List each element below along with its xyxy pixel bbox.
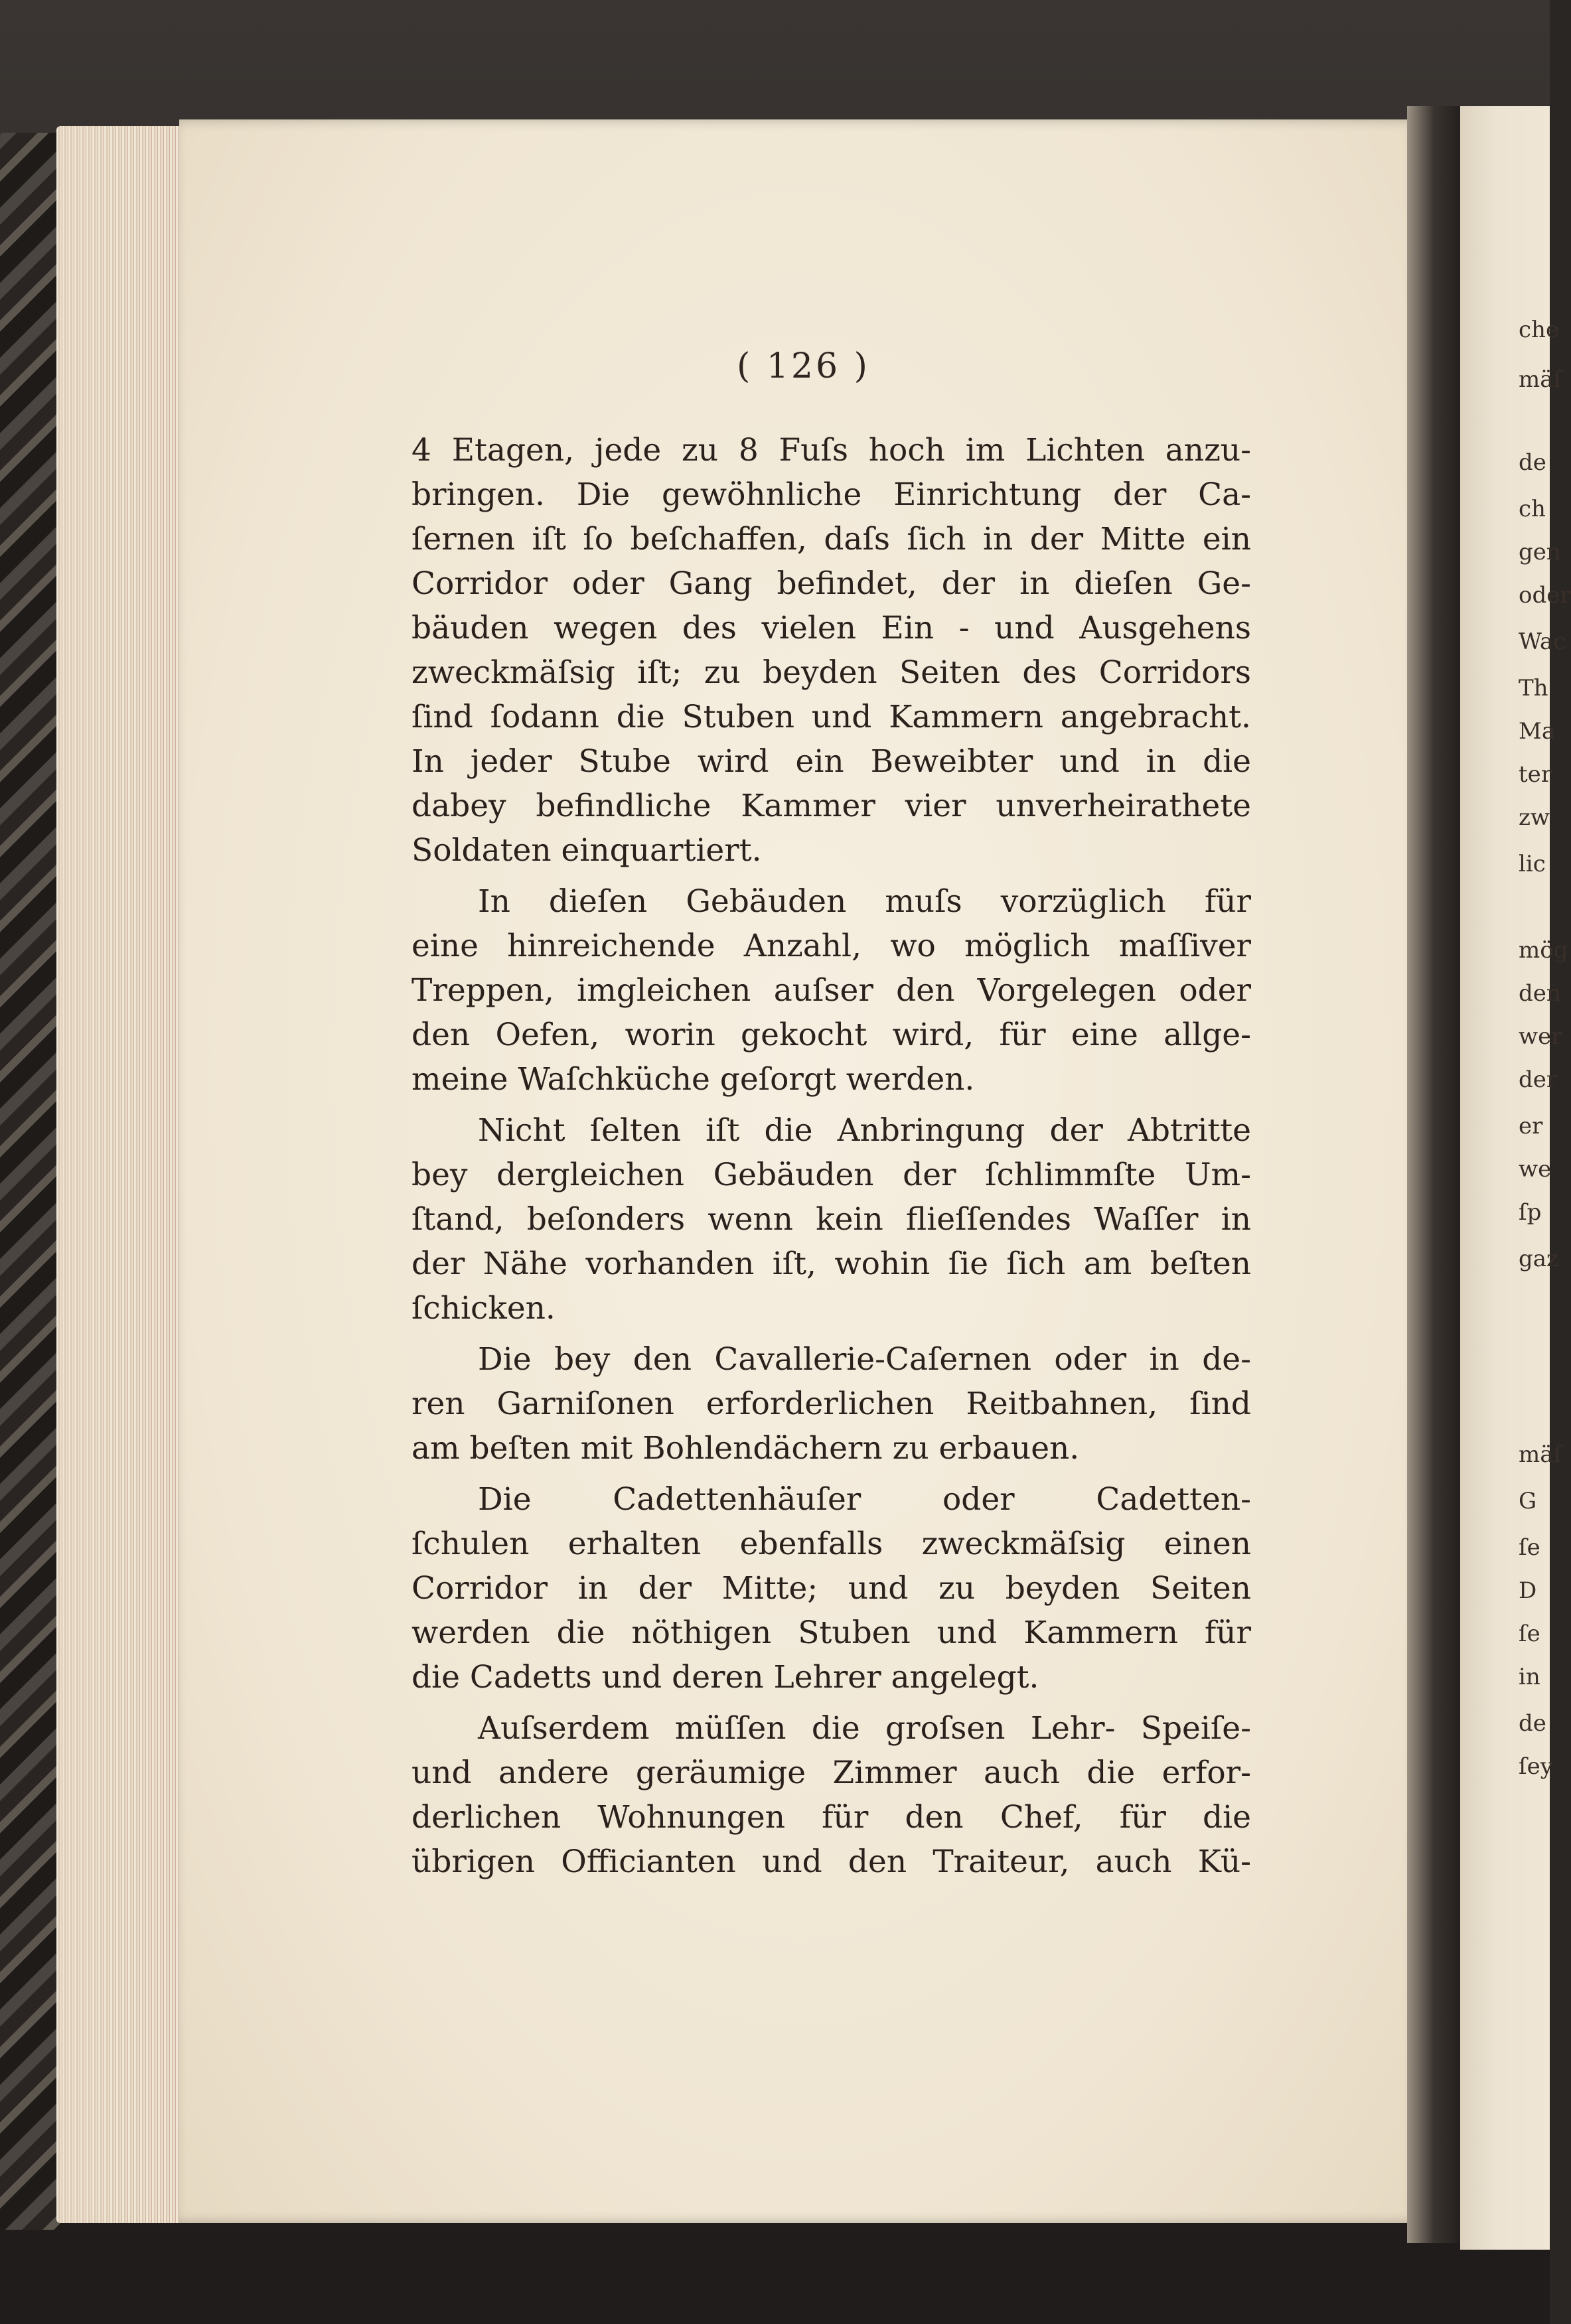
text-line: werden die nöthigen Stuben und Kammern für bbox=[411, 1615, 1251, 1651]
text-line: ren Garniſonen erforderlichen Reitbahnen, ſind bbox=[411, 1386, 1251, 1422]
next-page-fragment: der bbox=[1519, 1066, 1558, 1093]
text-line: bringen. Die gewöhnliche Einrichtung der Ca- bbox=[411, 476, 1251, 513]
next-page-fragment: mög bbox=[1519, 937, 1568, 964]
text-line: Die Cadettenhäuſer oder Cadetten- bbox=[478, 1481, 1251, 1518]
next-page-fragment: G bbox=[1519, 1488, 1537, 1514]
next-page-fragment: mäſ bbox=[1519, 1441, 1562, 1468]
paragraph-4 bbox=[411, 1337, 1251, 1471]
text-line: der Nähe vorhanden iſt, wohin ſie ſich am beſten bbox=[411, 1246, 1251, 1282]
body-text bbox=[411, 428, 1251, 1884]
next-page-fragment: mäſ bbox=[1519, 366, 1562, 393]
text-line: bäuden wegen des vielen Ein - und Ausgehens bbox=[411, 610, 1251, 646]
paragraph-6 bbox=[411, 1706, 1251, 1884]
text-line: In dieſen Gebäuden muſs vorzüglich für bbox=[478, 883, 1251, 920]
text-line: zweckmäſsig iſt; zu beyden Seiten des Corridors bbox=[411, 654, 1251, 691]
next-page-fragment: gen bbox=[1519, 539, 1561, 565]
text-line: übrigen Officianten und den Traiteur, auch Kü- bbox=[411, 1844, 1251, 1880]
text-line: am beſten mit Bohlendächern zu erbauen. bbox=[411, 1430, 1080, 1467]
paragraph-1 bbox=[411, 428, 1251, 873]
paragraph-5 bbox=[411, 1477, 1251, 1700]
text-line: Corridor oder Gang befindet, der in dieſen Ge- bbox=[411, 565, 1251, 602]
next-page-fragment: ſe bbox=[1519, 1534, 1540, 1561]
next-page-fragment: zw bbox=[1519, 804, 1550, 831]
text-line: ſtand, beſonders wenn kein flieſſendes Waſſer in bbox=[411, 1201, 1251, 1238]
text-line: In jeder Stube wird ein Beweibter und in die bbox=[411, 743, 1251, 780]
text-line: derlichen Wohnungen für den Chef, für die bbox=[411, 1799, 1251, 1836]
next-page-fragment: de bbox=[1519, 1710, 1546, 1737]
text-line: Nicht ſelten iſt die Anbringung der Abtritte bbox=[478, 1112, 1251, 1149]
text-line: ſchulen erhalten ebenfalls zweckmäſsig einen bbox=[411, 1526, 1251, 1562]
next-page-fragment: ſe bbox=[1519, 1621, 1540, 1647]
text-line: bey dergleichen Gebäuden der ſchlimmſte Um- bbox=[411, 1157, 1251, 1193]
text-line: ſind ſodann die Stuben und Kammern angebracht. bbox=[411, 699, 1251, 735]
next-page-fragment: ch bbox=[1519, 496, 1546, 522]
text-line: die Cadetts und deren Lehrer angelegt. bbox=[411, 1659, 1039, 1696]
text-line: Corridor in der Mitte; und zu beyden Seiten bbox=[411, 1570, 1251, 1607]
next-page-fragment: gaz bbox=[1519, 1246, 1558, 1272]
next-page-edge bbox=[1460, 106, 1571, 2250]
text-line: eine hinreichende Anzahl, wo möglich maſſiver bbox=[411, 928, 1251, 964]
text-line: meine Waſchküche geſorgt werden. bbox=[411, 1061, 975, 1098]
text-line: Die bey den Cavallerie-Caſernen oder in de- bbox=[478, 1341, 1251, 1378]
next-page-fragment: D bbox=[1519, 1577, 1537, 1604]
next-page-fragment: er bbox=[1519, 1113, 1543, 1139]
text-line: ſchicken. bbox=[411, 1290, 556, 1327]
next-page-fragment: ſey bbox=[1519, 1753, 1553, 1780]
text-line: Soldaten einquartiert. bbox=[411, 832, 762, 869]
next-page-fragment: che bbox=[1519, 317, 1560, 343]
book-gutter bbox=[1407, 106, 1467, 2243]
next-page-fragment: oder bbox=[1519, 582, 1571, 609]
text-line: Auſserdem müſſen die groſsen Lehr- Speiſe- bbox=[478, 1710, 1251, 1747]
paragraph-3 bbox=[411, 1108, 1251, 1331]
text-line: 4 Etagen, jede zu 8 Fuſs hoch im Lichten anzu- bbox=[411, 432, 1251, 469]
text-line: ſernen iſt ſo beſchaffen, daſs ſich in der Mitte ein bbox=[411, 521, 1251, 557]
text-line: Treppen, imgleichen auſser den Vorgelegen oder bbox=[411, 972, 1251, 1009]
text-line: dabey befindliche Kammer vier unverheirathete bbox=[411, 788, 1251, 824]
book-cover-edge bbox=[0, 133, 63, 2230]
next-page-fragment: ter bbox=[1519, 761, 1552, 788]
next-page-fragment: we bbox=[1519, 1156, 1552, 1183]
next-page-fragment: de bbox=[1519, 449, 1546, 476]
text-line: den Oefen, worin gekocht wird, für eine allge- bbox=[411, 1017, 1251, 1053]
page-edges bbox=[56, 126, 189, 2223]
next-page-fragment: Wac bbox=[1519, 628, 1566, 655]
next-page-fragment: wer bbox=[1519, 1023, 1562, 1050]
paragraph-2 bbox=[411, 879, 1251, 1102]
next-page-fragment: ſp bbox=[1519, 1199, 1542, 1226]
text-line: und andere geräumige Zimmer auch die erfor- bbox=[411, 1755, 1251, 1791]
next-page-fragment: den bbox=[1519, 980, 1561, 1007]
page-number: ( 126 ) bbox=[737, 346, 870, 386]
next-page-fragment: in bbox=[1519, 1664, 1540, 1690]
next-page-fragment: lic bbox=[1519, 851, 1546, 877]
next-page-fragment: Ma bbox=[1519, 718, 1556, 745]
next-page-fragment: Th bbox=[1519, 675, 1548, 701]
